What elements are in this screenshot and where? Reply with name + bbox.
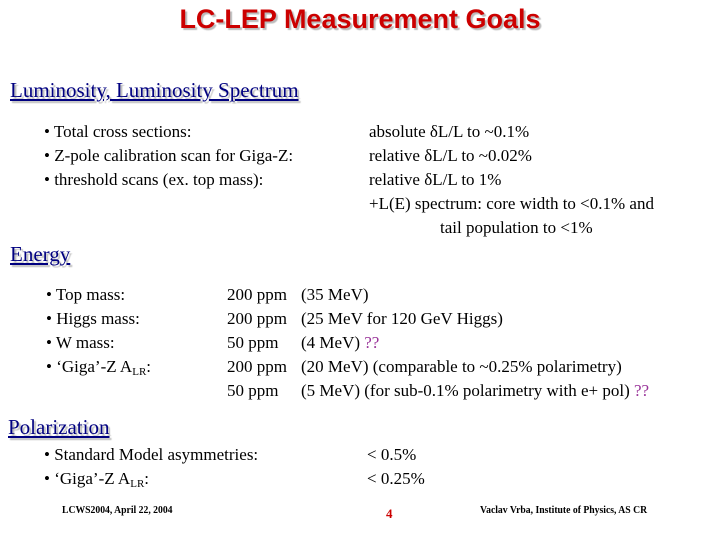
footer-conference: LCWS2004, April 22, 2004 <box>62 504 173 516</box>
polarization-item: • Standard Model asymmetries: <box>44 445 259 464</box>
energy-item-text: • ‘Giga’-Z A <box>46 357 133 376</box>
energy-detail-text: (5 MeV) (for sub-0.1% polarimetry with e+ pol) <box>301 381 634 400</box>
polarization-item <box>44 467 258 491</box>
luminosity-values <box>369 120 654 240</box>
polarization-values <box>367 443 425 491</box>
energy-items <box>46 283 151 379</box>
luminosity-value: absolute δL/L to ~0.1% <box>369 122 530 141</box>
energy-heading: Energy <box>10 242 71 266</box>
luminosity-heading: Luminosity, Luminosity Spectrum <box>10 78 299 102</box>
page-number: 4 <box>386 506 393 521</box>
polarization-items <box>44 443 258 491</box>
polarization-item-subscript: LR <box>130 478 145 490</box>
energy-ppm-value: 200 ppm <box>227 309 287 328</box>
question-marks: ?? <box>633 381 650 400</box>
energy-item-colon: : <box>146 357 152 376</box>
luminosity-value: tail population to <1% <box>440 218 593 237</box>
polarization-item-text: • ‘Giga’-Z A <box>44 469 131 488</box>
luminosity-items <box>44 120 293 192</box>
energy-details <box>301 283 649 403</box>
energy-detail <box>301 379 649 403</box>
polarization-heading: Polarization <box>8 415 110 439</box>
energy-detail: (35 MeV) <box>301 285 369 304</box>
polarization-value: < 0.5% <box>367 445 417 464</box>
energy-ppm-value: 200 ppm <box>227 285 287 304</box>
energy-ppm <box>227 283 287 403</box>
energy-detail-text: (4 MeV) <box>301 333 365 352</box>
energy-item: • W mass: <box>46 333 115 352</box>
polarization-item-colon: : <box>144 469 150 488</box>
energy-item-subscript: LR <box>132 366 147 378</box>
energy-item: • Top mass: <box>46 285 126 304</box>
energy-item <box>46 355 151 379</box>
question-marks: ?? <box>364 333 380 352</box>
luminosity-item: • threshold scans (ex. top mass): <box>44 170 264 189</box>
polarization-value: < 0.25% <box>367 469 425 488</box>
page-title: LC-LEP Measurement Goals <box>179 4 541 34</box>
luminosity-value: +L(E) spectrum: core width to <0.1% and <box>369 194 654 213</box>
luminosity-value: relative δL/L to 1% <box>369 170 502 189</box>
energy-ppm-value: 50 ppm <box>227 381 279 400</box>
energy-detail: (25 MeV for 120 GeV Higgs) <box>301 309 503 328</box>
luminosity-item: • Z-pole calibration scan for Giga-Z: <box>44 146 294 165</box>
luminosity-value: relative δL/L to ~0.02% <box>369 146 532 165</box>
energy-item: • Higgs mass: <box>46 309 140 328</box>
footer-author: Vaclav Vrba, Institute of Physics, AS CR <box>480 504 648 516</box>
energy-ppm-value: 50 ppm <box>227 333 279 352</box>
energy-detail: (20 MeV) (comparable to ~0.25% polarimetry) <box>301 357 622 376</box>
energy-detail <box>301 331 649 355</box>
energy-ppm-value: 200 ppm <box>227 357 287 376</box>
luminosity-item: • Total cross sections: <box>44 122 192 141</box>
